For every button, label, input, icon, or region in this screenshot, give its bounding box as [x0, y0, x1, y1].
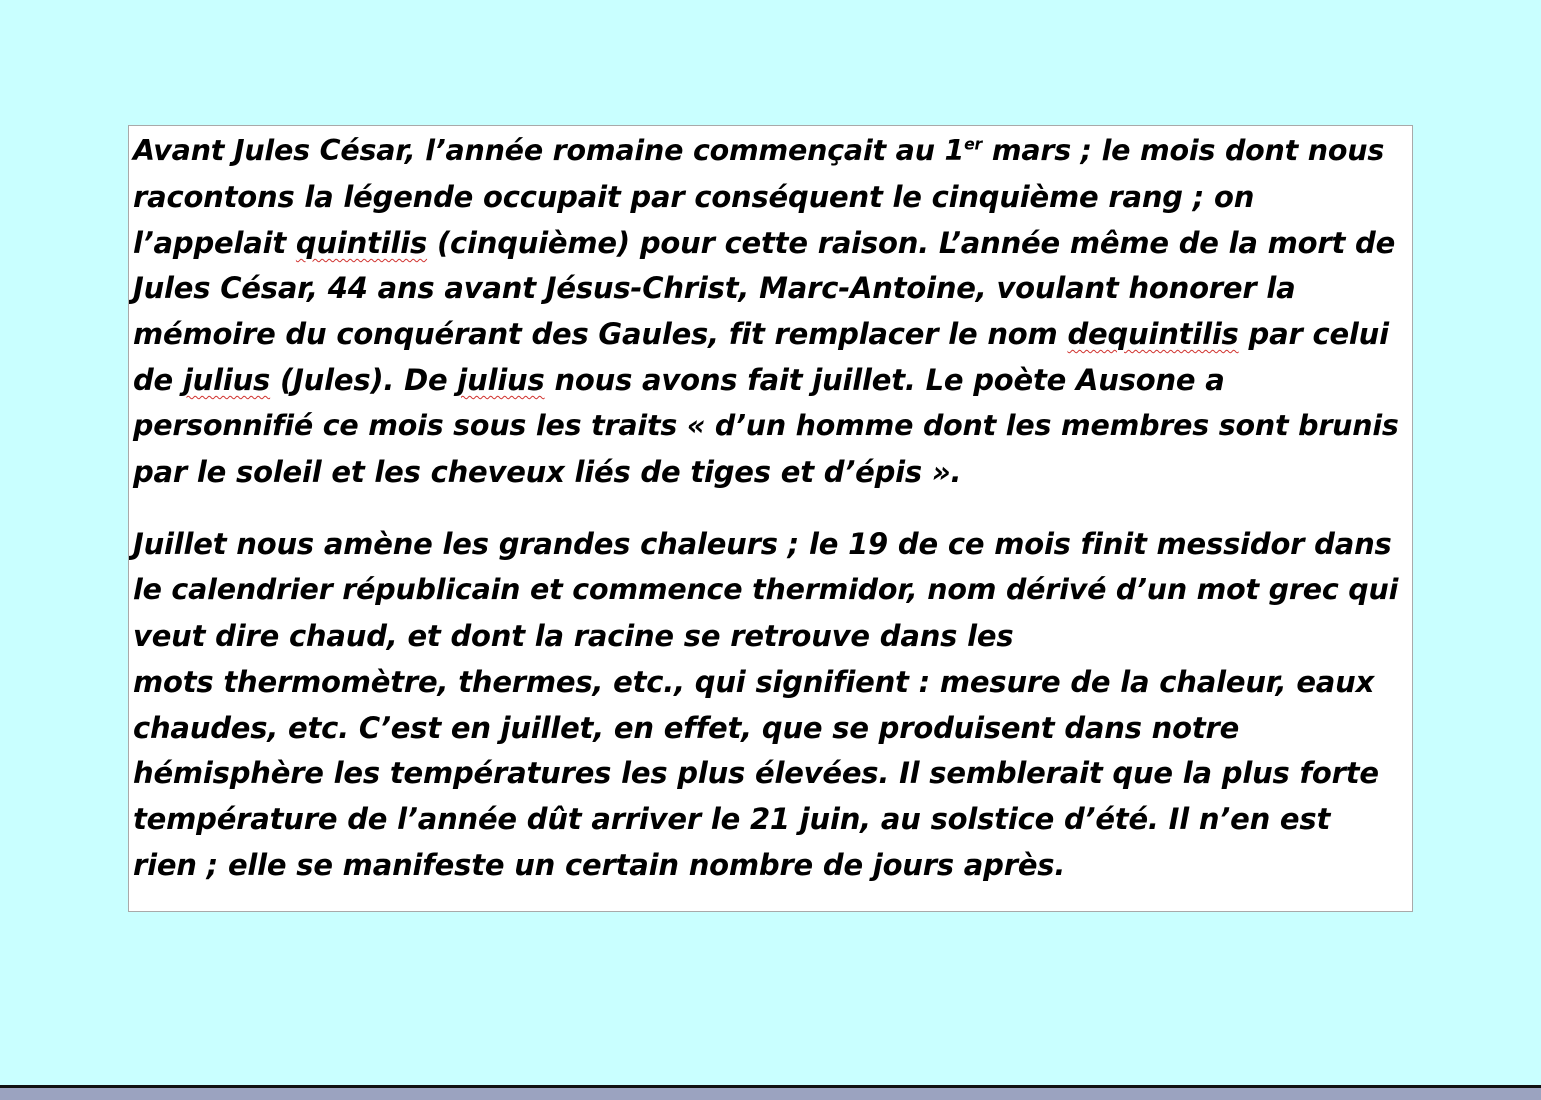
text-line: racontons la légende occupait par conséquent le cinquième rang ; on	[133, 180, 1255, 214]
text-line: mots thermomètre, thermes, etc., qui signifient : mesure de la chaleur, eaux	[133, 665, 1375, 699]
misspelled-word: dequintilis	[1067, 317, 1239, 351]
text-line: rien ; elle se manifeste un certain nombre de jours après.	[133, 848, 1066, 882]
text-line: le calendrier républicain et commence thermidor, nom dérivé d’un mot grec qui	[133, 573, 1399, 606]
text-line: par le soleil et les cheveux liés de tiges et d’épis ».	[133, 455, 962, 489]
text-line: chaudes, etc. C’est en juillet, en effet, que se produisent dans notre	[133, 711, 1240, 745]
text-line: veut dire chaud, et dont la racine se retrouve dans les	[133, 619, 1014, 653]
text-line: hémisphère les températures les plus élevées. Il semblerait que la plus forte	[133, 756, 1379, 790]
text-line: l’appelait quintilis (cinquième) pour cette raison. L’année même de la mort de	[133, 226, 1396, 260]
text-line: mémoire du conquérant des Gaules, fit remplacer le nom dequintilis par celui	[133, 317, 1389, 351]
text-line: température de l’année dût arriver le 21 juin, au solstice d’été. Il n’en est	[133, 802, 1331, 836]
text-line: Avant Jules César, l’année romaine commençait au 1er mars ; le mois dont nous	[133, 134, 1385, 167]
text-box[interactable]	[128, 125, 1413, 912]
misspelled-word: quintilis	[295, 226, 428, 260]
text-line: Jules César, 44 ans avant Jésus-Christ, Marc-Antoine, voulant honorer la	[133, 271, 1296, 305]
misspelled-word: julius	[457, 363, 545, 397]
text-line: Juillet nous amène les grandes chaleurs ; le 19 de ce mois finit messidor dans	[133, 527, 1392, 561]
bottom-bar	[0, 1085, 1541, 1100]
text-line: personnifié ce mois sous les traits « d’un homme dont les membres sont brunis	[133, 409, 1399, 442]
text-line: de julius (Jules). De julius nous avons fait juillet. Le poète Ausone a	[133, 363, 1225, 397]
misspelled-word: julius	[182, 363, 271, 397]
